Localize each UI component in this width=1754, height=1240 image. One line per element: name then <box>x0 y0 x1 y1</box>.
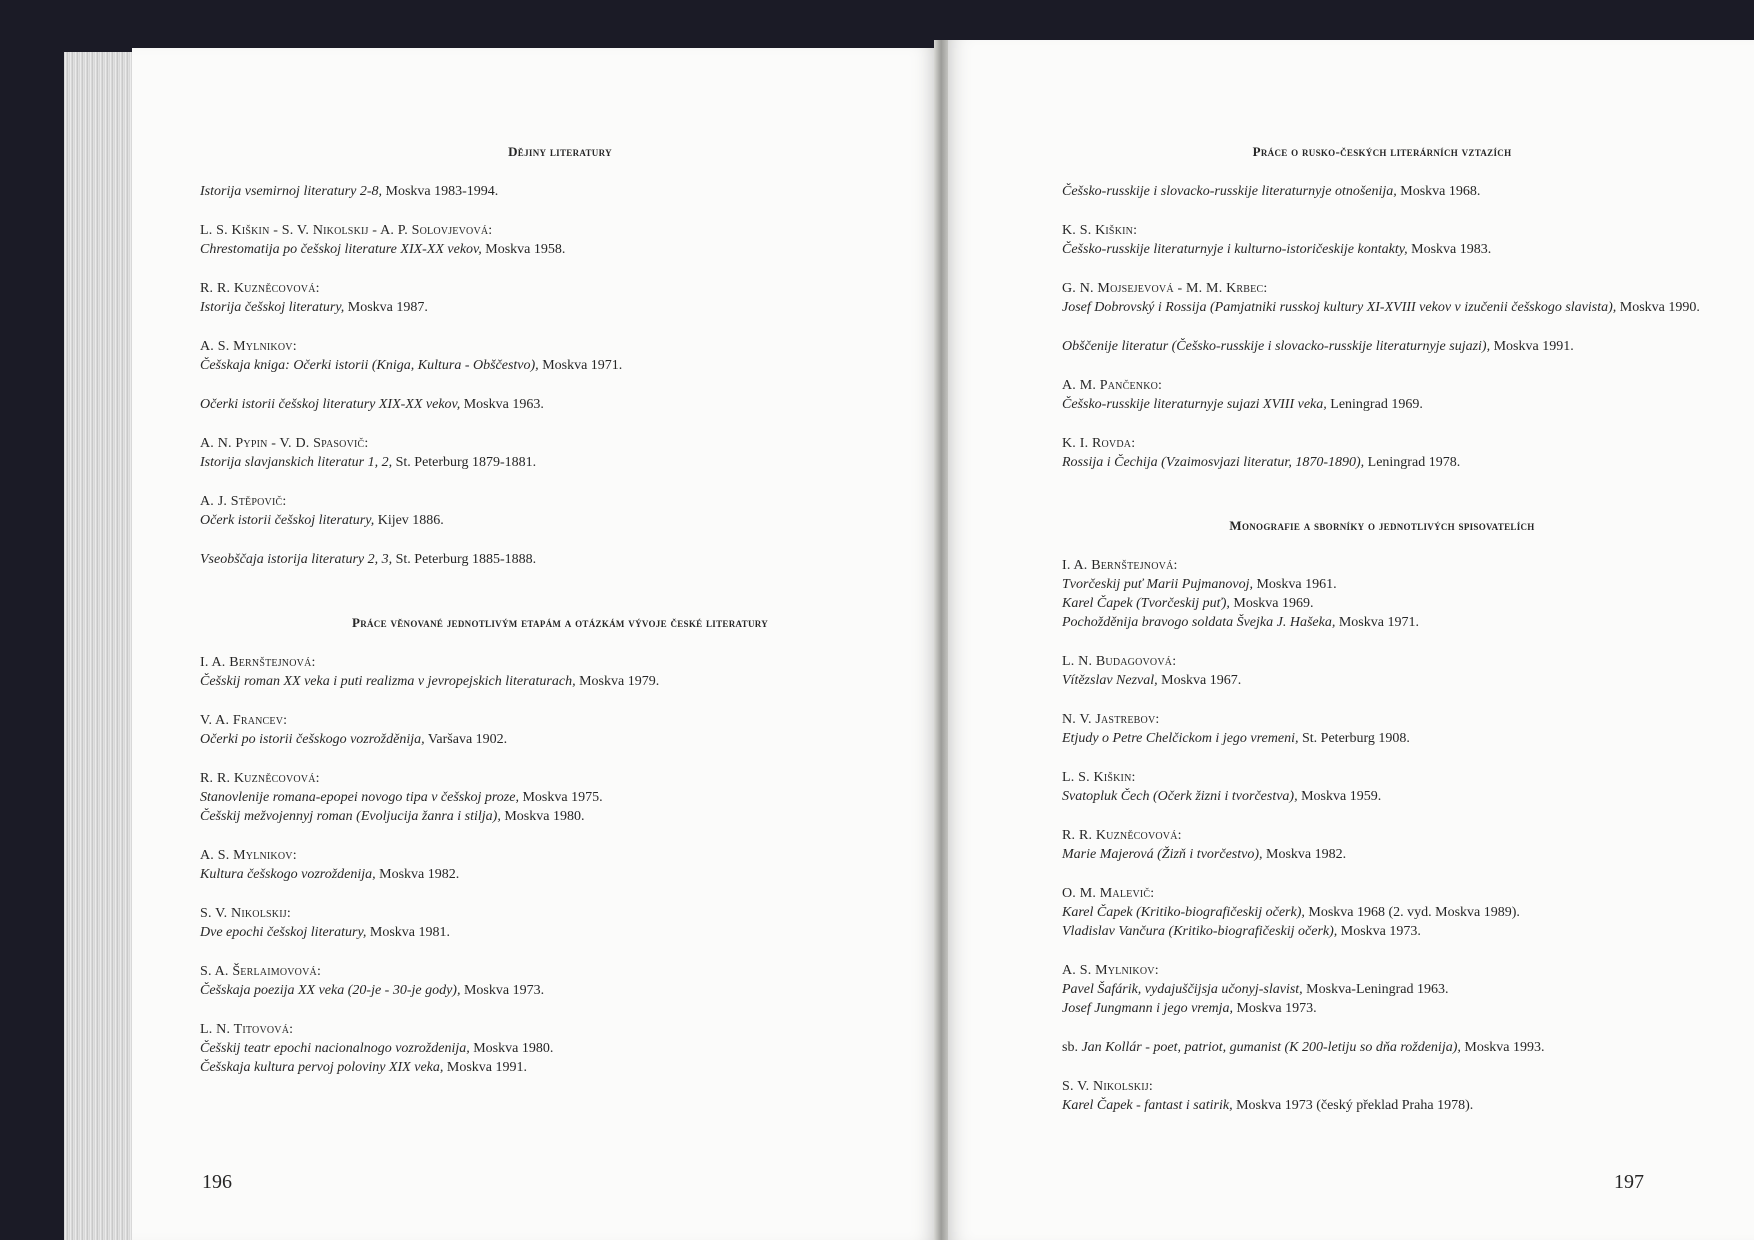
work-publication: Moskva 1982. <box>375 867 460 882</box>
work-publication: Moskva 1973 (český překlad Praha 1978). <box>1232 1098 1474 1113</box>
bibliography-entry <box>200 492 920 530</box>
entry-work <box>200 730 920 749</box>
bibliography-entry <box>1062 710 1702 748</box>
work-publication: Moskva 1963. <box>460 397 544 412</box>
work-publication: Moskva 1971. <box>538 358 623 373</box>
bibliography-entry <box>1062 1038 1702 1057</box>
work-title: Češsko-russkije i slovacko-russkije literaturnyje otnošenija, <box>1062 184 1397 199</box>
work-title: Karel Čapek - fantast i satirik, <box>1062 1098 1233 1113</box>
entry-author: N. V. Jastrebov: <box>1062 712 1160 727</box>
bibliography-entry <box>1062 221 1702 259</box>
work-title: Vseobščaja istorija literatury 2, 3, <box>200 552 393 567</box>
work-publication: Kijev 1886. <box>374 513 444 528</box>
work-publication: Moskva-Leningrad 1963. <box>1302 982 1449 997</box>
entry-work <box>1062 787 1702 806</box>
entry-work <box>1062 980 1702 999</box>
entry-author: L. N. Titovová: <box>200 1022 294 1037</box>
bibliography-entry <box>200 221 920 259</box>
work-publication: St. Peterburg 1879-1881. <box>392 455 537 470</box>
section-title: Práce věnované jednotlivým etapám a otázkám vývoje české literatury <box>351 615 769 630</box>
entry-author: S. V. Nikolskij: <box>1062 1079 1153 1094</box>
entry-work <box>1062 182 1702 201</box>
entry-author: L. S. Kiškin: <box>1062 770 1136 785</box>
entry-work <box>1062 613 1702 632</box>
work-prefix: sb. <box>1062 1040 1082 1055</box>
entry-author: A. N. Pypin - V. D. Spasovič: <box>200 436 369 451</box>
entry-work <box>1062 453 1702 472</box>
work-title: Etjudy o Petre Chelčickom i jego vremeni, <box>1062 731 1299 746</box>
bibliography-entry <box>200 337 920 375</box>
work-publication: Moskva 1971. <box>1335 615 1419 630</box>
work-title: Marie Majerová (Žizň i tvorčestvo), <box>1062 847 1263 862</box>
work-title: Češskaja kniga: Očerki istorii (Kniga, Kultura - Obščestvo), <box>200 358 539 373</box>
entry-work <box>200 1039 920 1058</box>
entry-author: A. S. Mylnikov: <box>1062 963 1159 978</box>
entry-work <box>1062 729 1702 748</box>
bibliography-entry <box>1062 434 1702 472</box>
work-publication: Moskva 1987. <box>344 300 428 315</box>
entry-work <box>200 923 920 942</box>
entry-work <box>200 182 920 201</box>
work-publication: Moskva 1980. <box>469 1041 554 1056</box>
entry-work <box>200 453 920 472</box>
entry-author: R. R. Kuzněcovová: <box>1062 828 1182 843</box>
work-title: Chrestomatija po češskoj literature XIX-XX vekov, <box>200 242 482 257</box>
work-title: Josef Dobrovský i Rossija (Pamjatniki russkoj kultury XI-XVIII vekov v izučenii češskogo slavista), <box>1062 300 1617 315</box>
work-publication: Moskva 1982. <box>1262 847 1347 862</box>
work-title: Vítězslav Nezval, <box>1062 673 1158 688</box>
entry-author: G. N. Mojsejevová - M. M. Krbec: <box>1062 281 1268 296</box>
entry-work <box>1062 922 1702 941</box>
entry-work <box>1062 999 1702 1018</box>
work-title: Obščenije literatur (Češsko-russkije i slovacko-russkije literaturnyje sujazi), <box>1062 339 1491 354</box>
bibliography-entry <box>200 904 920 942</box>
entry-author: L. N. Budagovová: <box>1062 654 1177 669</box>
section-title: Dějiny literatury <box>508 144 612 159</box>
entry-work <box>1062 671 1702 690</box>
work-title: Češsko-russkije literaturnyje i kulturno-istoričeskije kontakty, <box>1062 242 1408 257</box>
entry-author: A. M. Pančenko: <box>1062 378 1163 393</box>
work-publication: Moskva 1958. <box>481 242 566 257</box>
work-title: Češskaja kultura pervoj poloviny XIX veka, <box>200 1060 444 1075</box>
entry-work <box>200 672 920 691</box>
work-publication: Moskva 1975. <box>518 790 603 805</box>
left-page <box>132 48 936 1240</box>
left-page-content <box>200 144 920 1097</box>
entry-author: R. R. Kuzněcovová: <box>200 281 320 296</box>
entry-work <box>200 511 920 530</box>
entry-work <box>200 981 920 1000</box>
entry-work <box>1062 903 1702 922</box>
work-title: Tvorčeskij puť Marii Pujmanovoj, <box>1062 577 1253 592</box>
entry-work <box>1062 845 1702 864</box>
bibliography-entry <box>1062 182 1702 201</box>
entry-work <box>200 298 920 317</box>
work-publication: Leningrad 1969. <box>1326 397 1423 412</box>
entry-work <box>1062 575 1702 594</box>
entry-author: K. S. Kiškin: <box>1062 223 1138 238</box>
bibliography-entry <box>1062 556 1702 632</box>
bibliography-entry <box>200 711 920 749</box>
entry-work <box>200 865 920 884</box>
entry-author: I. A. Bernštejnová: <box>1062 558 1178 573</box>
work-title: Očerki istorii češskoj literatury XIX-XX vekov, <box>200 397 461 412</box>
bibliography-entry <box>1062 826 1702 864</box>
entry-author: L. S. Kiškin - S. V. Nikolskij - A. P. Solovjevová: <box>200 223 493 238</box>
entry-work <box>1062 240 1702 259</box>
work-title: Očerki po istorii češskogo vozrožděnija, <box>200 732 425 747</box>
bibliography-entry <box>200 182 920 201</box>
work-publication: Moskva 1969. <box>1229 596 1314 611</box>
entry-work <box>200 1058 920 1077</box>
work-publication: Moskva 1980. <box>500 809 585 824</box>
work-title: Rossija i Čechija (Vzaimosvjazi literatur, 1870-1890), <box>1062 455 1365 470</box>
work-publication: Moskva 1981. <box>366 925 451 940</box>
entry-author: I. A. Bernštejnová: <box>200 655 316 670</box>
entry-author: A. S. Mylnikov: <box>200 339 297 354</box>
bibliography-entry <box>1062 279 1702 317</box>
entry-author: V. A. Francev: <box>200 713 288 728</box>
entry-work <box>200 550 920 569</box>
work-title: Češskij teatr epochi nacionalnogo vozroždenija, <box>200 1041 470 1056</box>
entry-author: K. I. Rovda: <box>1062 436 1136 451</box>
entry-author: S. A. Šerlaimovová: <box>200 964 322 979</box>
work-publication: Varšava 1902. <box>424 732 508 747</box>
work-title: Dve epochi češskoj literatury, <box>200 925 367 940</box>
page-number-right: 197 <box>1614 1171 1644 1193</box>
work-publication: Moskva 1983. <box>1407 242 1492 257</box>
work-title: Jan Kollár - poet, patriot, gumanist (K 200-letiju so dňa roždenija), <box>1081 1040 1461 1055</box>
work-publication: St. Peterburg 1908. <box>1298 731 1410 746</box>
entry-author: A. S. Mylnikov: <box>200 848 297 863</box>
bibliography-entry <box>200 846 920 884</box>
work-title: Istorija slavjanskich literatur 1, 2, <box>200 455 393 470</box>
entry-work <box>1062 298 1702 317</box>
work-publication: Moskva 1993. <box>1460 1040 1545 1055</box>
bibliography-entry <box>200 395 920 414</box>
work-title: Očerk istorii češskoj literatury, <box>200 513 375 528</box>
bibliography-entry <box>1062 337 1702 356</box>
bibliography-entry <box>200 769 920 826</box>
work-title: Josef Jungmann i jego vremja, <box>1062 1001 1233 1016</box>
bibliography-entry <box>200 653 920 691</box>
right-page-content <box>1062 144 1702 1135</box>
bibliography-entry <box>1062 884 1702 941</box>
work-title: Stanovlenije romana-epopei novogo tipa v češskoj proze, <box>200 790 519 805</box>
bibliography-entry <box>200 279 920 317</box>
work-publication: Moskva 1967. <box>1157 673 1242 688</box>
work-publication: Moskva 1959. <box>1297 789 1382 804</box>
work-title: Češsko-russkije literaturnyje sujazi XVIII veka, <box>1062 397 1327 412</box>
bibliography-entry <box>1062 961 1702 1018</box>
work-publication: Moskva 1968. <box>1396 184 1481 199</box>
work-publication: Leningrad 1978. <box>1364 455 1461 470</box>
section-title: Monografie a sborníky o jednotlivých spisovatelích <box>1229 518 1535 533</box>
work-title: Češskaja poezija XX veka (20-je - 30-je gody), <box>200 983 461 998</box>
work-publication: Moskva 1991. <box>1490 339 1574 354</box>
entry-work <box>1062 395 1702 414</box>
entry-author: R. R. Kuzněcovová: <box>200 771 320 786</box>
work-title: Češskij mežvojennyj roman (Evoljucija žanra i stilja), <box>200 809 501 824</box>
work-publication: Moskva 1990. <box>1616 300 1700 315</box>
work-title: Pavel Šafárik, vydajuščijsja učonyj-slavist, <box>1062 982 1303 997</box>
work-publication: Moskva 1968 (2. vyd. Moskva 1989). <box>1304 905 1520 920</box>
bibliography-entry <box>200 962 920 1000</box>
work-title: Pochožděnija bravogo soldata Švejka J. Hašeka, <box>1062 615 1336 630</box>
page-number-left: 196 <box>202 1171 232 1193</box>
entry-work <box>200 240 920 259</box>
entry-author: S. V. Nikolskij: <box>200 906 291 921</box>
entry-work <box>1062 1038 1702 1057</box>
bibliography-entry <box>1062 1077 1702 1115</box>
work-title: Češskij roman XX veka i puti realizma v jevropejskich literaturach, <box>200 674 576 689</box>
bibliography-entry <box>1062 652 1702 690</box>
work-title: Istorija vsemirnoj literatury 2-8, <box>200 184 382 199</box>
work-title: Karel Čapek (Tvorčeskij puť), <box>1062 596 1230 611</box>
bibliography-entry <box>200 434 920 472</box>
work-publication: Moskva 1979. <box>575 674 660 689</box>
entry-work <box>200 788 920 807</box>
bibliography-entry <box>200 1020 920 1077</box>
work-publication: Moskva 1983-1994. <box>382 184 499 199</box>
entry-work <box>1062 1096 1702 1115</box>
entry-author: O. M. Malevič: <box>1062 886 1155 901</box>
work-publication: Moskva 1973. <box>1232 1001 1317 1016</box>
entry-work <box>1062 594 1702 613</box>
work-publication: Moskva 1991. <box>443 1060 527 1075</box>
bibliography-entry <box>1062 768 1702 806</box>
work-title: Kultura češskogo vozroždenija, <box>200 867 376 882</box>
entry-author: A. J. Stěpovič: <box>200 494 287 509</box>
entry-work <box>200 395 920 414</box>
work-publication: Moskva 1973. <box>1337 924 1421 939</box>
bibliography-entry <box>200 550 920 569</box>
entry-work <box>200 356 920 375</box>
work-publication: St. Peterburg 1885-1888. <box>392 552 537 567</box>
work-title: Vladislav Vančura (Kritiko-biografičeskij očerk), <box>1062 924 1338 939</box>
section-title: Práce o rusko-českých literárních vztazích <box>1252 144 1512 159</box>
entry-work <box>1062 337 1702 356</box>
work-title: Istorija češskoj literatury, <box>200 300 345 315</box>
work-title: Karel Čapek (Kritiko-biografičeskij očerk), <box>1062 905 1305 920</box>
entry-work <box>200 807 920 826</box>
work-publication: Moskva 1961. <box>1252 577 1337 592</box>
work-title: Svatopluk Čech (Očerk žizni i tvorčestva), <box>1062 789 1298 804</box>
work-publication: Moskva 1973. <box>460 983 545 998</box>
right-page <box>948 40 1754 1240</box>
bibliography-entry <box>1062 376 1702 414</box>
